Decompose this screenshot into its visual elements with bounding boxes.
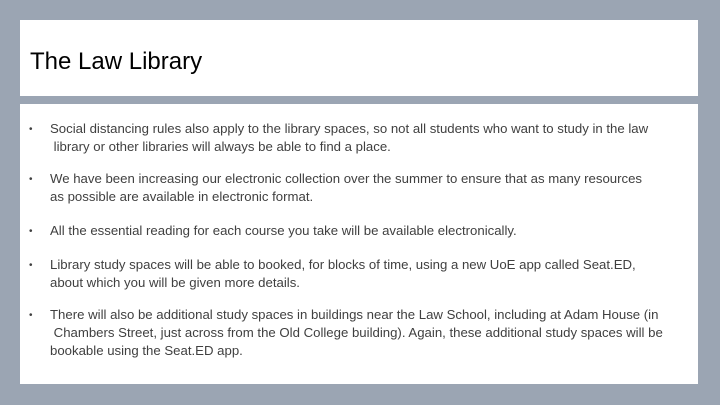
bullet-text: Library study spaces will be able to booked, for blocks of time, using a new UoE app called Seat.ED, about which you will be given more details. [50, 257, 636, 290]
title-panel [20, 20, 698, 96]
content-panel [20, 104, 698, 384]
bullet-text: There will also be additional study spaces in buildings near the Law School, including at Adam House (in Chambers Street, just across from the Old College building). Again, these additional study spaces will be bookable using the Seat.ED app. [50, 307, 663, 358]
bullet-dot-icon: • [29, 124, 33, 135]
bullet-dot-icon: • [29, 260, 33, 271]
bullet-text: We have been increasing our electronic collection over the summer to ensure that as many resources as possible are available in electronic format. [50, 171, 643, 204]
bullet-dot-icon: • [29, 310, 33, 321]
bullet-dot-icon: • [29, 226, 33, 237]
bullet-text: All the essential reading for each course you take will be available electronically. [50, 223, 517, 238]
bullet-text: Social distancing rules also apply to the library spaces, so not all students who want to study in the law library or other libraries will always be able to find a place. [50, 121, 649, 154]
slide-title: The Law Library [30, 48, 203, 75]
bullet-dot-icon: • [29, 174, 33, 185]
